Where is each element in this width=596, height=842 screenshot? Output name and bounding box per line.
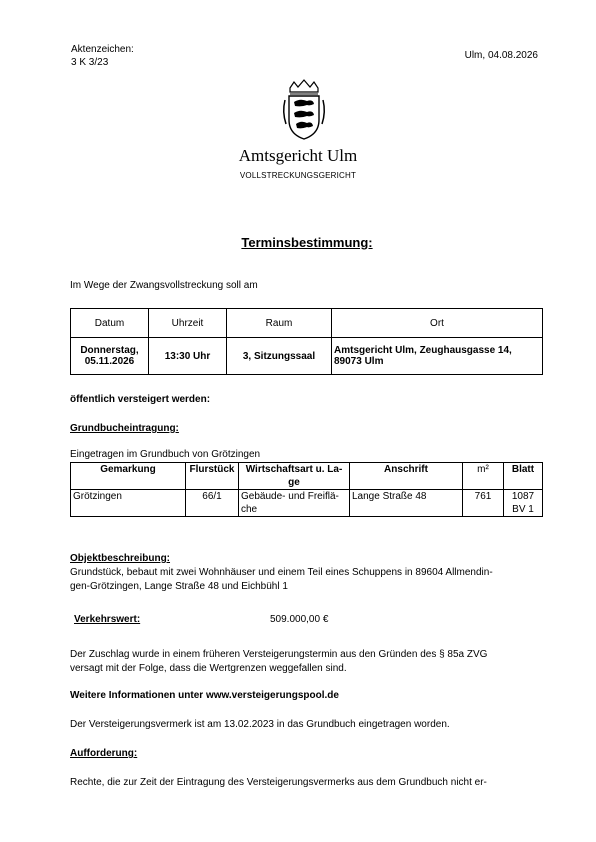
termin-ort-line1: Amtsgericht Ulm, Zeughausgasse 14,: [334, 345, 512, 356]
header-uhrzeit: Uhrzeit: [149, 309, 227, 338]
grundbuch-data-row: [71, 490, 543, 517]
objekt-line2: gen-Grötzingen, Lange Straße 48 und Eichbühl 1: [70, 581, 288, 592]
cell-wirtschaftsart-line1: Gebäude- und Freiflä-: [241, 491, 339, 502]
verkehrswert-value: 509.000,00 €: [270, 614, 329, 625]
zuschlag-line2: versagt mit der Folge, dass die Wertgrenzen weggefallen sind.: [70, 663, 347, 674]
header-blatt: Blatt: [504, 463, 543, 490]
termin-raum: 3, Sitzungssaal: [227, 338, 332, 375]
objekt-line1: Grundstück, bebaut mit zwei Wohnhäuser und einem Teil eines Schuppens in 89604 Allmendin-: [70, 567, 493, 578]
header-anschrift: Anschrift: [350, 463, 463, 490]
header-wirtschaftsart: [239, 463, 350, 490]
intro-text: Im Wege der Zwangsvollstreckung soll am: [70, 280, 258, 291]
cell-blatt: [504, 490, 543, 517]
header-raum: Raum: [227, 309, 332, 338]
page-title: Terminsbestimmung:: [241, 235, 373, 250]
cell-gemarkung: Grötzingen: [71, 490, 186, 517]
cell-anschrift: Lange Straße 48: [350, 490, 463, 517]
aufforderung-text: Rechte, die zur Zeit der Eintragung des Versteigerungsvermerks aus dem Grundbuch nicht er-: [70, 777, 487, 788]
termin-ort-line2: 89073 Ulm: [334, 356, 384, 367]
cell-wirtschaftsart-line2: che: [241, 504, 258, 515]
aufforderung-heading: Aufforderung:: [70, 748, 138, 759]
cell-wirtschaftsart: [239, 490, 350, 517]
header-qm: m²: [463, 463, 504, 490]
aktenzeichen-label: Aktenzeichen:: [71, 44, 134, 55]
header-flurstueck: Flurstück: [186, 463, 239, 490]
termin-datum: [71, 338, 149, 375]
versteigert-text: öffentlich versteigert werden:: [70, 394, 211, 405]
cell-qm: 761: [463, 490, 504, 517]
cell-blatt-line1: 1087: [511, 491, 535, 502]
court-subtitle: VOLLSTRECKUNGSGERICHT: [239, 171, 357, 180]
objekt-block: [70, 552, 550, 594]
ort-datum: Ulm, 04.08.2026: [464, 50, 538, 61]
termin-uhrzeit: 13:30 Uhr: [149, 338, 227, 375]
weitere-info: Weitere Informationen unter www.versteigerungspool.de: [70, 690, 339, 701]
verkehrswert-label: Verkehrswert:: [74, 614, 141, 625]
header-wirtschaftsart-line2: ge: [288, 477, 300, 488]
header-datum: Datum: [71, 309, 149, 338]
header-ort: Ort: [332, 309, 543, 338]
header-wirtschaftsart-line1: Wirtschaftsart u. La-: [245, 464, 343, 475]
termin-datum-line1: Donnerstag,: [80, 345, 139, 356]
zuschlag-block: [70, 648, 550, 676]
header-gemarkung: Gemarkung: [71, 463, 186, 490]
cell-flurstueck: 66/1: [186, 490, 239, 517]
objekt-heading: Objektbeschreibung:: [70, 553, 171, 564]
grundbuch-header-row: [71, 463, 543, 490]
aktenzeichen-block: [71, 43, 134, 69]
zuschlag-line1: Der Zuschlag wurde in einem früheren Versteigerungstermin aus den Gründen des § 85a ZVG: [70, 649, 488, 660]
cell-blatt-line2: BV 1: [512, 504, 534, 515]
grundbuch-table: [70, 462, 543, 517]
termin-header-row: [71, 309, 543, 338]
termin-data-row: [71, 338, 543, 375]
termin-table: [70, 308, 543, 375]
coat-of-arms-icon: [280, 78, 328, 142]
aktenzeichen-value: 3 K 3/23: [71, 57, 109, 68]
vermerk-text: Der Versteigerungsvermerk ist am 13.02.2023 in das Grundbuch eingetragen worden.: [70, 719, 450, 730]
grundbuch-heading: Grundbucheintragung:: [70, 423, 179, 434]
termin-ort: [332, 338, 543, 375]
court-name: Amtsgericht Ulm: [238, 146, 358, 165]
termin-datum-line2: 05.11.2026: [84, 356, 135, 367]
grundbuch-intro: Eingetragen im Grundbuch von Grötzingen: [70, 449, 261, 460]
